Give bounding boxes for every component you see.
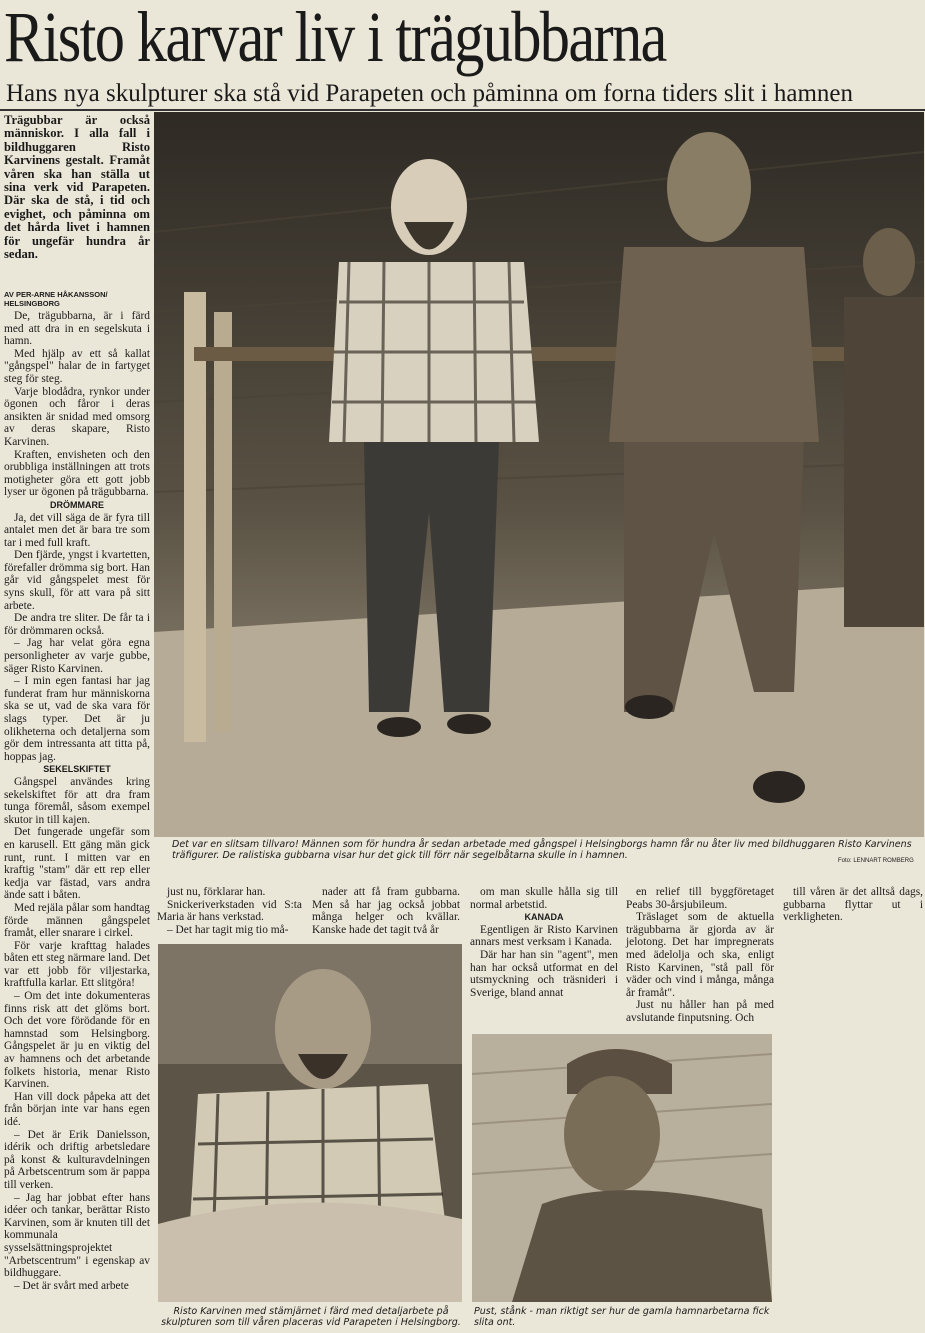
paragraph: Med rejäla pålar som handtag förde männen gångspelet framåt, eller snarare i cirkel. xyxy=(4,901,150,940)
col1c-block xyxy=(4,776,150,1292)
col1-block xyxy=(4,310,150,499)
col4-block xyxy=(470,886,618,911)
body-column-3 xyxy=(312,886,460,936)
paragraph: För varje krafttag halades båten ett steg närmare land. Det var ett jobb för viljestarka, kraftfulla karlar. Ett slitgöra! xyxy=(4,939,150,990)
section-heading-kanada: KANADA xyxy=(524,912,564,923)
paragraph: Det fungerade ungefär som en karusell. Ett gäng män gick runt, runt. I mitten var en kraftig "stam" där ett rep eller kedja var fästad, vars andra ände satt i båten. xyxy=(4,826,150,902)
headline-rule xyxy=(0,109,925,111)
workshop-photo xyxy=(158,944,462,1302)
section-heading-sekelskiftet: SEKELSKIFTET xyxy=(43,764,111,775)
paragraph: Snickeriverkstaden vid S:ta Maria är hans verkstad. xyxy=(157,898,302,924)
lede xyxy=(4,114,150,261)
main-photo xyxy=(154,112,924,837)
headline: Risto karvar liv i trägubbarna xyxy=(4,0,666,77)
paragraph: Med hjälp av ett så kallat "gångspel" halar de in fartyget steg för steg. xyxy=(4,347,150,385)
paragraph: – Om det inte dokumenteras finns risk att det glöms bort. Och det vore förödande för en hamnstad som Helsingborg. Gångspelet är ju en viktig del av hamnens och det arbetande folkets historia, menar Risto Karvinen. xyxy=(4,990,150,1091)
body-column-2 xyxy=(157,886,302,936)
paragraph: nader att få fram gubbarna. Men så har jag också jobbat många helger och kvällar. Kanske hade det tagit två år xyxy=(312,886,460,936)
paragraph: De andra tre sliter. De får ta i för drömmaren också. xyxy=(4,612,150,637)
paragraph: om man skulle hålla sig till normal arbetstid. xyxy=(470,886,618,911)
paragraph: – Det har tagit mig tio må- xyxy=(167,923,289,936)
paragraph: Den fjärde, yngst i kvartetten, förefaller drömma sig bort. Han går vid gångspelet mest för syns skull, för att vara på sitt arbete. xyxy=(4,549,151,612)
body-column-1 xyxy=(4,310,150,1292)
sculpture-photo-caption: Pust, stånk - man riktigt ser hur de gamla hamnarbetarna fick slita ont. xyxy=(474,1306,770,1328)
main-photo-caption: Det var en slitsam tillvaro! Männen som för hundra år sedan arbetade med gångspel i Helsingborgs hamn får nu åter liv med bildhuggaren Risto Karvinens träfigurer. De ralistiska gubbarna visar hur det gick till förr när segelbåtarna skulle in i hamnen. xyxy=(172,839,912,861)
paragraph: Ja, det vill säga de är fyra till antalet men det är bara tre som tar i med full kraft. xyxy=(4,511,150,549)
section-heading-drommare: DRÖMMARE xyxy=(50,499,104,510)
lede-text: Trägubbar är också människor. I alla fall i bildhuggaren Risto Karvinens gestalt. Framåt våren ska han ställa ut sina verk vid Parapeten. Där ska de stå, i tid och evighet, och påminna om det hårda livet i hamnen för ungefär hundra år sedan. xyxy=(4,113,150,262)
body-column-6 xyxy=(783,886,923,924)
paragraph: Kraften, envisheten och den orubbliga inställningen att trots motigheter göra ett gott jobb lyser ur ögonen på trägubbarna. xyxy=(4,448,150,499)
paragraph: Träslaget som de aktuella trägubbarna är gjorda av är jelotong. Det har impregnerats med ädelolja och ska, enligt Risto Karvinen, "stå pall för väder och vind i många, många år framåt". xyxy=(626,911,774,999)
byline: AV PER-ARNE HÅKANSSON/ HELSINGBORG xyxy=(4,290,108,308)
paragraph: – Jag har jobbat efter hans idéer och tankar, berättar Risto Karvinen, som är knuten till det kommunala sysselsättningsprojektet "Arbetscentrum" i egenskap av bildhuggare. xyxy=(4,1191,150,1280)
paragraph: – I min egen fantasi har jag funderat fram hur människorna ska se ut, vad de ska vara för slags typer. Det är ju olikheterna och detaljerna som gör dem intressanta att titta på, hoppas jag. xyxy=(4,675,150,763)
paragraph: just nu, förklarar han. xyxy=(167,886,266,898)
paragraph: till våren är det alltså dags, gubbarna flyttar ut i verkligheten. xyxy=(783,886,923,924)
body-column-4 xyxy=(470,886,618,999)
col1b-block xyxy=(4,512,150,764)
photo-credit: Foto: LENNART ROMBERG xyxy=(838,858,914,864)
paragraph: Egentligen är Risto Karvinen annars mest verksam i Kanada. xyxy=(470,923,618,949)
workshop-photo-caption: Risto Karvinen med stämjärnet i färd med detaljarbete på skulpturen som till våren placeras vid Parapeten i Helsingborg. xyxy=(161,1306,461,1328)
paragraph: Just nu håller han på med avslutande finputsning. Och xyxy=(626,999,774,1024)
col4b-block xyxy=(470,924,618,1000)
paragraph: en relief till byggföretaget Peabs 30-årsjubileum. xyxy=(626,886,774,911)
paragraph: Gångspel användes kring sekelskiftet för att dra fram tunga föremål, såsom exempel skutor in till kajen. xyxy=(4,775,150,826)
paragraph: Där har han sin "agent", men han har också utformat en del utsmyckning och träsniderі i Sverige, bland annat xyxy=(470,948,618,999)
sculpture-face-photo xyxy=(472,1034,772,1302)
paragraph: Varje blodådra, rynkor under ögonen och fåror i deras ansikten är snidad med omsorg av deras skapare, Risto Karvinen. xyxy=(4,385,150,448)
paragraph: – Det är svårt med arbete xyxy=(14,1279,129,1292)
paragraph: De, trägubbarna, är i färd med att dra in en segelskuta i hamn. xyxy=(4,310,150,348)
paragraph: Han vill dock påpeka att det från början inte var hans egen idé. xyxy=(4,1090,150,1128)
paragraph: – Det är Erik Danielsson, idérik och driftig arbetsledare på konst & kulturavdelningen på Arbetscentrum som är pappa till verken. xyxy=(4,1128,150,1191)
subheadline: Hans nya skulpturer ska stå vid Parapeten och påminna om forna tiders slit i hamnen xyxy=(6,80,854,107)
paragraph: – Jag har velat göra egna personligheter av varje gubbe, säger Risto Karvinen. xyxy=(4,637,150,675)
body-column-5 xyxy=(626,886,774,1025)
